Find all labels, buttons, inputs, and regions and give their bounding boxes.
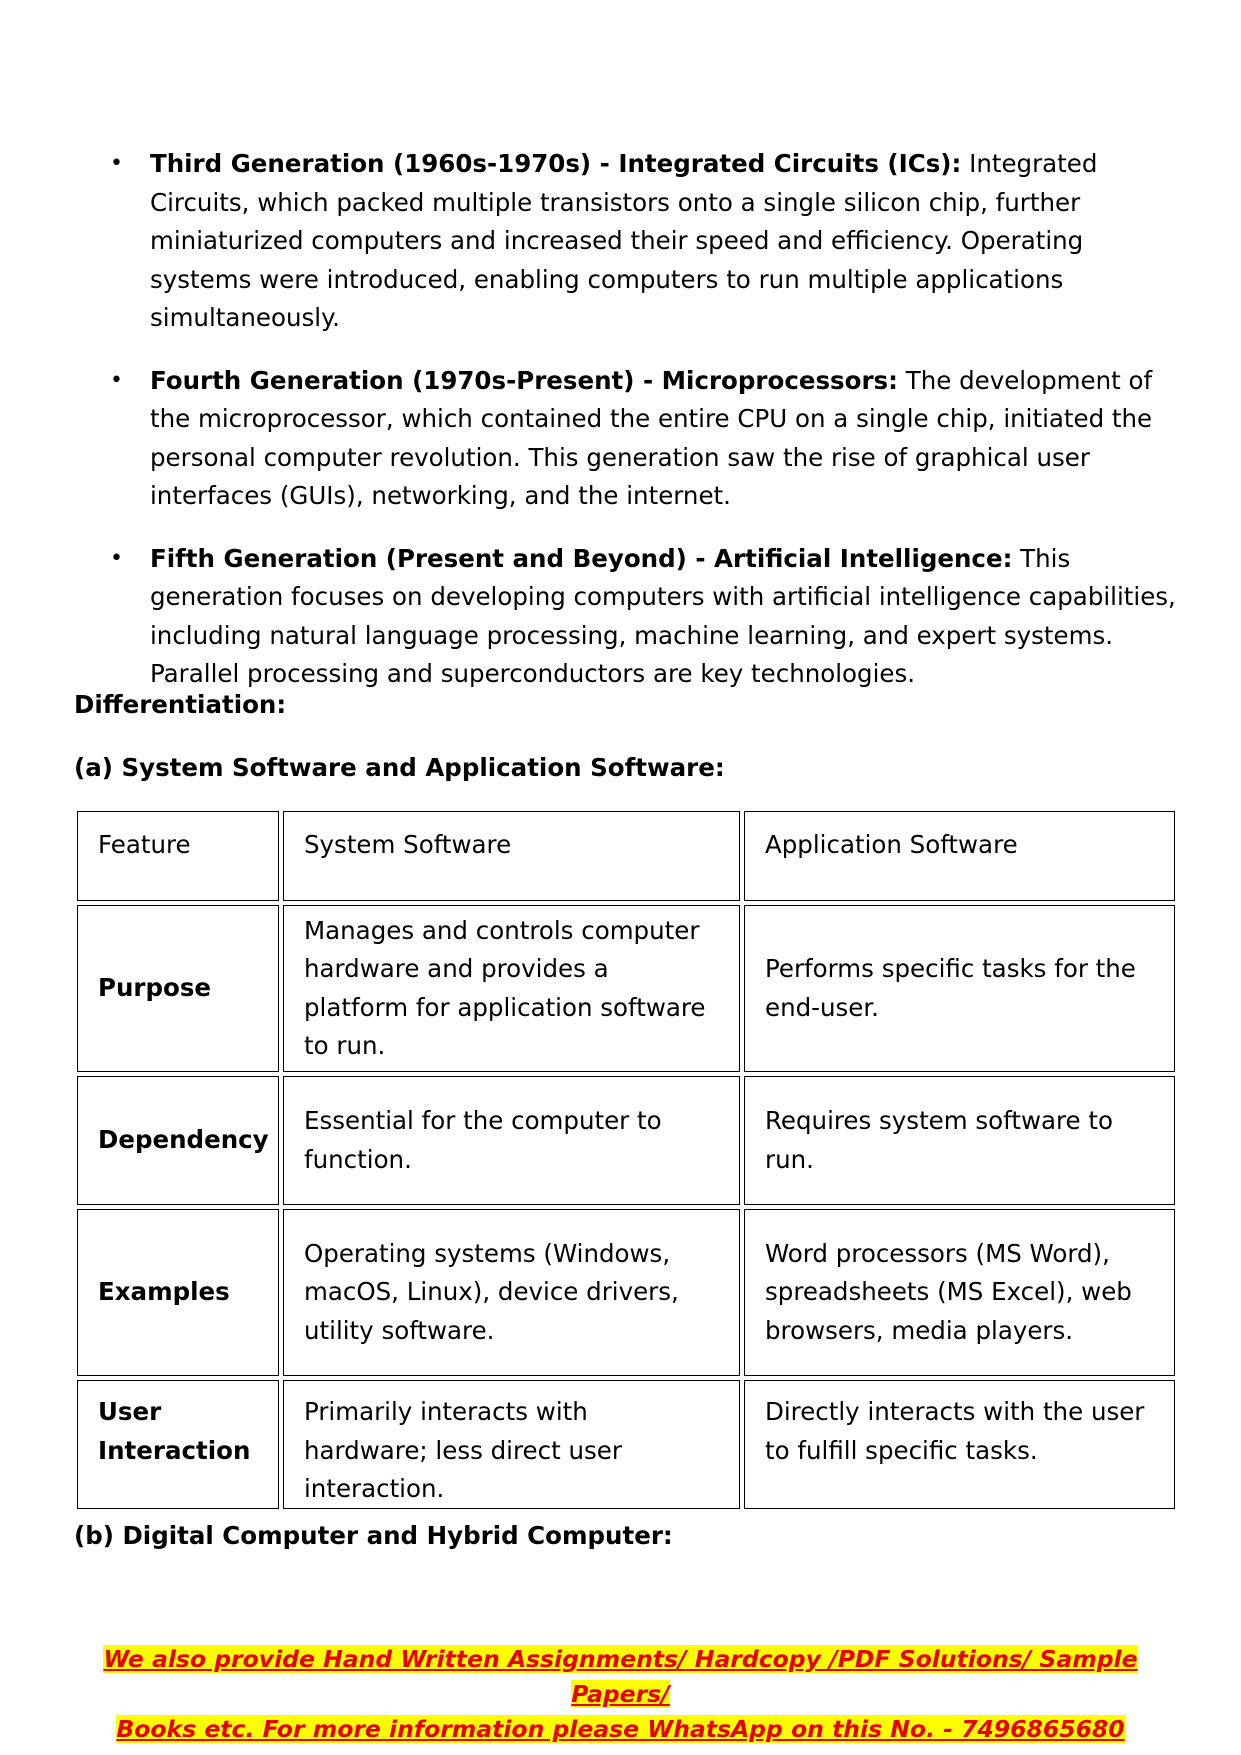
generation-title: Fifth Generation (Present and Beyond) - Artificial Intelligence: [150, 543, 1013, 573]
table-row [77, 1076, 1175, 1205]
table-cell: Directly interacts with the user to fulfill specific tasks. [744, 1380, 1175, 1509]
promo-line-2: Books etc. For more information please WhatsApp on this No. - 7496865680 [116, 1715, 1125, 1743]
promo-line-1: We also provide Hand Written Assignments/ Hardcopy /PDF Solutions/ Sample Papers/ [103, 1645, 1138, 1708]
table-row-label: Examples [77, 1209, 279, 1376]
table-cell: Essential for the computer to function. [283, 1076, 740, 1205]
section-b-heading: (b) Digital Computer and Hybrid Computer: [74, 1521, 673, 1550]
table-row [77, 1380, 1175, 1509]
differentiation-heading: Differentiation: [74, 690, 287, 719]
comparison-table [77, 811, 1175, 1513]
generation-text: Integrated Circuits, which packed multiple transistors onto a single silicon chip, further miniaturized computers and increased their speed and efficiency. Operating systems were introduced, enabling computers to run multiple applications simultaneously. [150, 149, 1098, 332]
list-item [74, 540, 1184, 694]
table-header-cell: System Software [283, 811, 740, 901]
table-cell: Primarily interacts with hardware; less direct user interaction. [283, 1380, 740, 1509]
list-item [74, 145, 1184, 338]
table-header-cell: Feature [77, 811, 279, 901]
bullet-icon: • [110, 151, 123, 176]
table-row-label: Dependency [77, 1076, 279, 1205]
table-cell: Performs specific tasks for the end-user. [744, 905, 1175, 1072]
generations-list [74, 145, 1184, 718]
generation-title: Fourth Generation (1970s-Present) - Microprocessors: [150, 365, 898, 395]
table-cell: Manages and controls computer hardware and provides a platform for application software to run. [283, 905, 740, 1072]
table-row-label: Purpose [77, 905, 279, 1072]
table-cell: Operating systems (Windows, macOS, Linux), device drivers, utility software. [283, 1209, 740, 1376]
table-header-row [77, 811, 1175, 901]
table-row-label: User Interaction [77, 1380, 279, 1509]
promo-banner [80, 1642, 1161, 1747]
table-cell: Word processors (MS Word), spreadsheets (MS Excel), web browsers, media players. [744, 1209, 1175, 1376]
list-item [74, 362, 1184, 516]
table-header-cell: Application Software [744, 811, 1175, 901]
bullet-icon: • [110, 545, 123, 571]
table-row [77, 1209, 1175, 1376]
generation-title: Third Generation (1960s-1970s) - Integrated Circuits (ICs): [150, 149, 962, 178]
table-row [77, 905, 1175, 1072]
bullet-icon: • [110, 367, 123, 393]
table-cell: Requires system software to run. [744, 1076, 1175, 1205]
generation-text: This generation focuses on developing computers with artificial intelligence capabilities, including natural language processing, machine learning, and expert systems. Parallel processing and superconductors are key technologies. [150, 543, 1176, 688]
generation-text: The development of the microprocessor, which contained the entire CPU on a single chip, initiated the personal computer revolution. This generation saw the rise of graphical user interfaces (GUIs), networking, and the internet. [150, 365, 1153, 510]
section-a-heading: (a) System Software and Application Software: [74, 753, 725, 782]
